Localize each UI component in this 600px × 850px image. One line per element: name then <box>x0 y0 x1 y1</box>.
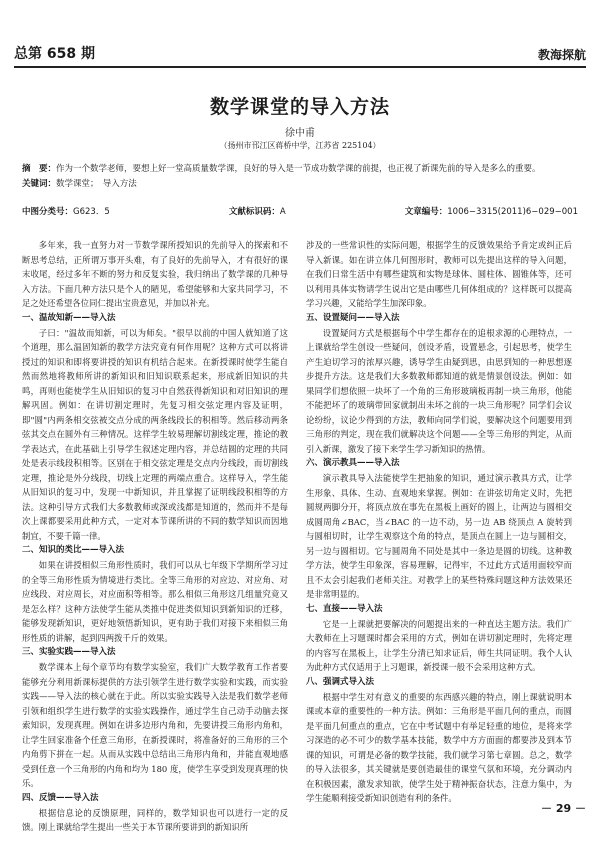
section-heading: 六、演示教具——导入法 <box>306 458 400 468</box>
clc-number <box>22 205 110 217</box>
paragraph: 演示教具导入法能使学生把抽象的知识，通过演示教具方式，让学生形象、具体、生动、直观地来掌握。例如：在讲弦切角定义时，先把圆规两脚分开，将顶点放在事先在黑板上画好的圆上，让两边与圆相交成圆周角∠BAC，当∠BAC 的一边不动，另一边 AB 绕顶点 A 旋转到与圆相切时，让学生观察这个角的特点，是顶点在圆上一边与圆相交，另一边与圆相切。它与圆周角不同处是其中一条边是圆的切线。这种教学方法，使学生印象深，容易理解，记得牢，不过此方式适用面较窄而且不太会引起我们老师关注。对教学上的某些特殊问题这种方法效果还是非常明显的。 <box>306 473 572 599</box>
paragraph: 如果在讲授相似三角形性质时，我们可以从七年级下学期所学习过的全等三角形性质为情境进行类比。全等三角形的对应边、对应角、对应线段、对应周长，对应面积等相等。那么相似三角形这几组量究竟又是怎么样？这种方法使学生能从类推中促进类似知识到新知识的迁移，能够发现新知识，更好地领悟新知识，更有助于我们对接下来相似三角形性质的讲解，起到四两拨千斤的效果。 <box>22 560 288 643</box>
abstract-text: 作为一个数学老师，要想上好一堂高质量数学课，良好的导入是一节成功数学课的前提，也正视了新课先前的导入是多么的重要。 <box>56 164 541 174</box>
issue-number: 总第 658 期 <box>14 46 95 62</box>
column-name: 教海探航 <box>537 48 586 62</box>
author-affiliation: （扬州市邗江区蒋桥中学，江苏省 225104） <box>219 141 381 150</box>
section-heading: 四、反馈——导入法 <box>22 792 99 803</box>
article-author: 徐中甫 <box>285 128 315 139</box>
abstract <box>22 162 578 177</box>
doc-code-value: A <box>279 207 286 217</box>
doc-code-label: 文献标识码： <box>228 207 280 217</box>
article-title: 数学课堂的导入方法 <box>209 96 390 118</box>
abstract-label: 摘 要： <box>22 164 57 174</box>
paragraph: 它是一上课就把要解决的问题提出来的一种直达主题方法。我们广大教师在上习题课时都会采用的方式，例如在讲切割定理时，先将定理的内容写在黑板上，让学生分清已知求证后，师生共同证明。我个人认为此种方式仅适用于上习题课，新授课一般不会采用这种方式。 <box>306 618 572 672</box>
article-number <box>405 205 578 217</box>
section-heading: 七、直接——导入法 <box>306 603 383 614</box>
keywords-label: 关键词： <box>22 179 57 189</box>
doc-code <box>229 205 286 217</box>
keywords-text: 数学课堂； 导入方法 <box>56 179 137 189</box>
paragraph: 多年来，我一直努力对一节数学课所授知识的先前导入的探索和不断思考总结，正所谓万事开头难，有了良好的先前导入，才有很好的课末收尾，经过多年不断的努力和反复实验，我归纳出了数学课的几种导入方法。下面几种方法只是个人的陋见，希望能够和大家共同学习，不足之处还希望各位同仁提出宝贵意见，并加以补充。 <box>22 240 288 308</box>
clc-value: G623．5 <box>73 207 110 217</box>
section-heading: 二、知识的类比——导入法 <box>22 545 125 555</box>
section-heading: 一、温故知新——导入法 <box>22 312 116 323</box>
paragraph: 根据中学生对有意义的重要的东西感兴趣的特点，刚上课就说明本课或本章的重要性的一种方法。例如：三角形是平面几何的重点，而圆是平面几何重点的重点，它在中考试题中有举足轻重的地位，是将来学习深造的必不可少的数学基本技能，数学中方方面面的都要涉及到本节课的知识，可谓是必备的数学技能，我们就学习第七章圆。总之，数学的导入法很多，其关键就是要创造最佳的课堂气氛和环境，充分调动内在积极因素，激发求知欲，使学生处于精神振奋状态，注意力集中，为学生能顺利接受新知识创造有利的条件。 <box>306 691 572 803</box>
section-heading: 五、设置疑问——导入法 <box>306 312 400 323</box>
paragraph: 数学课本上每个章节均有数学实验室，我们广大数学教育工作者要能够充分利用新课标提供的方法引领学生进行数学实验和实践，而实验实践——导入法的核心就在于此。所以实验实践导入法是我们数学老师引领和组织学生进行数学的实验实践操作，通过学生自己动手动脑去探索知识，发现真理。例如在讲多边形内角和，先要讲授三角形内角和，让学生回家准备个任意三角形，在新授课时，将准备好的三角形的三个内角剪下拼在一起。从而从实践中总结出三角形内角和，并能直观地感受到任意一个三角形的内角和均为 180 度，使学生享受到发现真理的快乐。 <box>22 662 288 788</box>
page-header <box>14 40 586 68</box>
paragraph: 涉及的一些常识性的实际问题，根据学生的反馈效果给予肯定或纠正后导入新课。如在讲立体几何图形时，教师可以先提出这样的导入问题，在我们日常生活中有哪些建筑和实物是球体、圆柱体、圆锥体等，还可以利用具体实物请学生说出它是由哪些几何体组成的？这样既可以提高学习兴趣，又能给学生加深印象。 <box>306 240 572 308</box>
article-number-label: 文章编号： <box>404 207 448 217</box>
left-column <box>22 238 288 835</box>
section-heading: 三、实验实践——导入法 <box>22 647 116 657</box>
section-heading: 八、强调式导入法 <box>306 676 375 687</box>
paragraph: 根据信息论的反馈原理，同样的，数学知识也可以进行一定的反馈。刚上课就给学生提出一些关于本节课所要讲到的新知识所 <box>22 807 288 832</box>
page-number: － 29 － <box>541 802 586 815</box>
keywords <box>22 177 578 192</box>
paragraph: 子曰："温故而知新，可以为师矣。"很早以前的中国人就知道了这个道理，那么温固知新的教学方法究竟有何作用呢？这种方式可以将讲授过的知识和即将要讲授的知识有机结合起来。在新授课时使学生能自然而然地将教师所讲的新知识和旧知识联系起来，形成新旧知识的共鸣，再则也能使学生从旧知识的复习中自然获得新知识和对旧知识的理解巩固。例如：在讲切割定理时，先复习相交弦定理内容及证明，即"圆"内两条相交弦被交点分成的两条线段长的积相等。然后移动两条弦其交点在圆外有三种情况。这样学生较易理解切割线定理，推论的教学表达式，在此基础上引导学生叙述定理内容，并总结圆的定理的共同处是表示线段积相等。区别在于相交弦定理是交点内分线段，而切割线定理，推论是外分线段，切线上定理的两端点重合。这样导入，学生能从旧知识的复习中，发现一中新知识，并且掌握了证明线段积相等的方法。这种引导方式我们大多数教师或深或浅都是知道的，然而并不是每次上课都要采用此种方式，一定对本节课所讲的不同的数学知识而因地制宜，不要千篇一律。 <box>22 327 288 541</box>
clc-label: 中图分类号： <box>22 207 74 217</box>
article-number-value: 1006−3315(2011)6−029−001 <box>447 207 578 217</box>
right-column <box>306 238 572 806</box>
paragraph: 设置疑问方式是根据每个中学生都存在的追根求源的心理特点，一上课就给学生创设一些疑问，创设矛盾，设置悬念，引起思考，使学生产生迫切学习的浓厚兴趣，诱导学生由疑到思，由思到知的一种思想逐步提升方法。这是我们大多数教师都知道的就是情景创设法。例如：如果同学们想依照一块坏了一个角的三角形玻璃板再制一块三角形，他能不能把坏了的玻璃带回家就制出未坏之前的一块三角形呢？同学们会议论纷纷，议论少得到的方法，教师向同学们说，要解决这个问题要用到三角形的判定，现在我们就解决这个问题——全等三角形的判定，从而引入新课，激发了接下来学生学习新知识的热情。 <box>306 327 572 454</box>
classification-meta <box>22 205 578 217</box>
abstract-block <box>22 162 578 192</box>
